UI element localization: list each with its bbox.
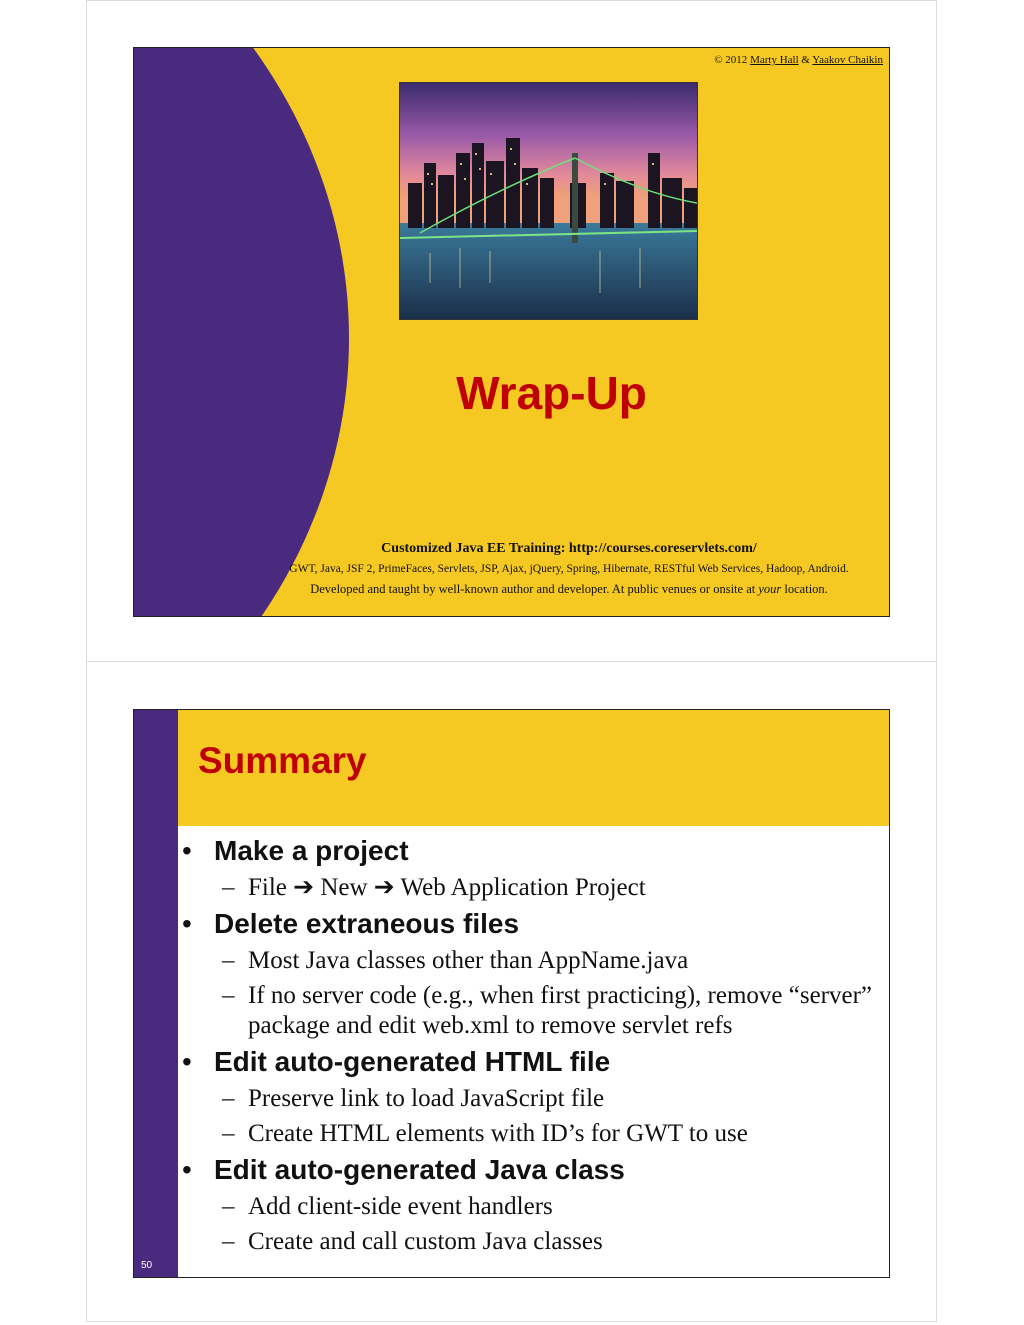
purple-sidebar	[134, 710, 178, 1277]
sub-item: – If no server code (e.g., when first practicing), remove “server” package and edit web.xml to remove servlet refs	[222, 982, 873, 1039]
sub-item: – Add client-side event handlers	[222, 1193, 553, 1220]
summary-list	[182, 830, 879, 1257]
topics-line: GWT, Java, JSF 2, PrimeFaces, Servlets, JSP, Ajax, jQuery, Spring, Hibernate, RESTful Web Services, Hadoop, Android.	[289, 563, 849, 575]
purple-arc-decoration	[133, 47, 349, 617]
sub-item: – Create HTML elements with ID’s for GWT to use	[222, 1120, 748, 1147]
training-url-line: Customized Java EE Training: http://courses.coreservlets.com/	[381, 541, 757, 556]
sub-item: – Create and call custom Java classes	[222, 1228, 603, 1255]
list-item: • Edit auto-generated Java class	[182, 1154, 625, 1185]
title-slide	[133, 47, 890, 617]
sub-item: – File ➔ New ➔ Web Application Project	[222, 874, 646, 901]
page-divider	[86, 661, 937, 662]
page-number: 50	[141, 1260, 153, 1271]
sub-item: – Most Java classes other than AppName.java	[222, 947, 689, 974]
author-link-2[interactable]: Yaakov Chaikin	[812, 54, 883, 66]
slide-footer	[259, 541, 879, 597]
summary-slide	[133, 709, 890, 1278]
slide-title: Wrap-Up	[456, 367, 647, 419]
city-skyline-photo	[399, 82, 698, 320]
list-item: • Make a project	[182, 835, 409, 866]
list-item: • Delete extraneous files	[182, 908, 520, 939]
developer-line: Developed and taught by well-known author and developer. At public venues or onsite at your location.	[310, 582, 828, 596]
copyright-notice: © 2012 Marty Hall & Yaakov Chaikin	[714, 54, 883, 66]
sub-item: – Preserve link to load JavaScript file	[222, 1085, 605, 1112]
list-item: • Edit auto-generated HTML file	[182, 1046, 611, 1077]
slide-title: Summary	[198, 740, 367, 781]
author-link-1[interactable]: Marty Hall	[750, 54, 799, 66]
